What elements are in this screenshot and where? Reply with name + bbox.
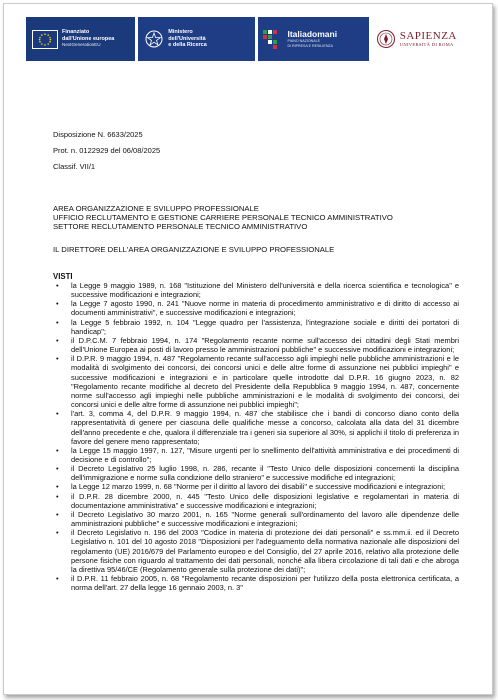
eu-line3: NextGenerationEU [62, 42, 101, 48]
list-item: • il Decreto Legislativo n. 196 del 2003 "Codice in materia di protezione dei dati personali" e ss.mm.ii. ed il Decreto Legislativo n. 101 del 10 agosto 2018 "Disposizioni per l'adeguamento della normativa nazionale alle disposizioni del regolamento (UE) 2016/679 del Parlamento europeo e del Consiglio, del 27 aprile 2016, relativo alla protezione delle persone fisiche con riguardo al trattamento dei dati personali, nonché alla libera circolazione di tali dati e che abroga la direttiva 95/46/CE (Regolamento generale sulla protezione dei dati)"; [53, 528, 459, 574]
office-line3: SETTORE RECLUTAMENTO PERSONALE TECNICO AMMINISTRATIVO [53, 222, 308, 232]
list-item: • l'art. 3, comma 4, del D.P.R. 9 maggio 1994, n. 487 che stabilisce che i bandi di concorso diano conto della rappresentatività di genere per ciascuna delle qualifiche messe a concorso, calcolata alla data del 31 dicembre dell'anno precedente e che, qualora il differenziale tra i generi sia superiore al 30%, si applichi il titolo di preferenza in favore del genere meno rappresentato; [53, 409, 459, 446]
eu-flag-icon [32, 30, 58, 49]
italy-mark-icon [262, 27, 284, 51]
list-item: • la Legge 5 febbraio 1992, n. 104 "Legge quadro per l'assistenza, l'integrazione sociale e diritti dei portatori di handicap"; [53, 318, 459, 336]
sapienza-logo [372, 17, 475, 61]
director-title: IL DIRETTORE DELL'AREA ORGANIZZAZIONE E SVILUPPO PROFESSIONALE [53, 245, 335, 254]
list-item: • il Decreto Legislativo 25 luglio 1998, n. 286, recante il "Testo Unico delle disposizioni concernenti la disciplina dell'immigrazione e norme sulla condizione dello straniero" e successive modifiche ed integrazioni; [53, 464, 459, 482]
mur-line1: Ministero [168, 28, 193, 35]
list-item: • il D.P.R. 9 maggio 1994, n. 487 "Regolamento recante sull'accesso agli impieghi nelle pubbliche amministrazioni e le modalità di svolgimento dei concorsi, dei concorsi unici e delle altre forme di assunzione nei pubblici impieghi" e successive modificazioni e integrazioni e in particolare quelle introdotte dal D.P.R. 16 giugno 2023, n. 82 "Regolamento recante modifiche al decreto del Presidente della Repubblica 9 maggio 1994, n. 487, concernente norme sull'accesso agli impieghi nelle pubbliche amministrazioni e le modalità di svolgimento dei concorsi, dei concorsi unici e delle altre forme di assunzione nei pubblici impieghi"; [53, 354, 459, 409]
italiadomani-logo [258, 17, 368, 61]
sapienza-name: SAPIENZA [399, 30, 457, 42]
list-item: • il D.P.R. 11 febbraio 2005, n. 68 "Regolamento recante disposizioni per l'utilizzo della posta elettronica certificata, a norma dell'art. 27 della legge 16 gennaio 2003, n. 3" [53, 574, 459, 592]
list-item: • la Legge 7 agosto 1990, n. 241 "Nuove norme in materia di procedimento amministrativo e di diritto di accesso ai documenti amministrativi", e successive modificazioni e integrazioni; [53, 299, 459, 317]
disposizione-number: Disposizione N. 6633/2025 [53, 130, 143, 139]
mur-logo [138, 17, 255, 61]
list-item: • la Legge 9 maggio 1989, n. 168 "Istituzione del Ministero dell'università e della ricerca scientifica e tecnologica" e successive modificazioni e integrazioni; [53, 281, 459, 299]
office-line2: UFFICIO RECLUTAMENTO E GESTIONE CARRIERE PERSONALE TECNICO AMMINISTRATIVO [53, 213, 393, 223]
republic-emblem-icon [144, 29, 164, 49]
mur-line3: e della Ricerca [168, 42, 207, 49]
italiadomani-title: Italiadomani [287, 29, 338, 40]
header-logos [26, 17, 475, 61]
sapienza-seal-icon [376, 29, 396, 49]
list-item: • il Decreto Legislativo 30 marzo 2001, n. 165 "Norme generali sull'ordinamento del lavoro alle dipendenze delle amministrazioni pubbliche" e successive modificazioni e integrazioni; [53, 510, 459, 528]
visti-heading: VISTI [53, 272, 73, 281]
classification: Classif. VII/1 [53, 162, 96, 171]
eu-line1: Finanziato [62, 28, 90, 35]
document-page [3, 3, 493, 695]
visti-list [53, 281, 459, 592]
eu-line2: dall'Unione europea [62, 35, 115, 42]
eu-logo [26, 17, 135, 61]
list-item: • il D.P.R. 28 dicembre 2000, n. 445 "Testo Unico delle disposizioni legislative e regolamentari in materia di documentazione amministrativa" e successive modificazioni e integrazioni; [53, 492, 459, 510]
italiadomani-sub2: DI RIPRESA E RESILIENZA [287, 43, 334, 48]
sapienza-sub: UNIVERSITÀ DI ROMA [399, 42, 454, 47]
list-item: • la Legge 12 marzo 1999, n. 68 "Norme per il diritto al lavoro dei disabili" e successive modificazioni e integrazioni; [53, 482, 459, 491]
protocol-number: Prot. n. 0122929 del 06/08/2025 [53, 146, 161, 155]
mur-line2: dell'Università [168, 35, 206, 42]
italiadomani-sub1: PIANO NAZIONALE [287, 39, 321, 44]
office-line1: AREA ORGANIZZAZIONE E SVILUPPO PROFESSIONALE [53, 204, 259, 213]
list-item: • il D.P.C.M. 7 febbraio 1994, n. 174 "Regolamento recante norme sull'accesso dei cittadini degli Stati membri dell'Unione Europea ai posti di lavoro presso le amministrazioni pubbliche" e successive modificazioni e integrazioni; [53, 336, 459, 354]
list-item: • la Legge 15 maggio 1997, n. 127, "Misure urgenti per lo snellimento dell'attività amministrativa e dei procedimenti di decisione e di controllo"; [53, 446, 459, 464]
office-heading [53, 204, 393, 232]
